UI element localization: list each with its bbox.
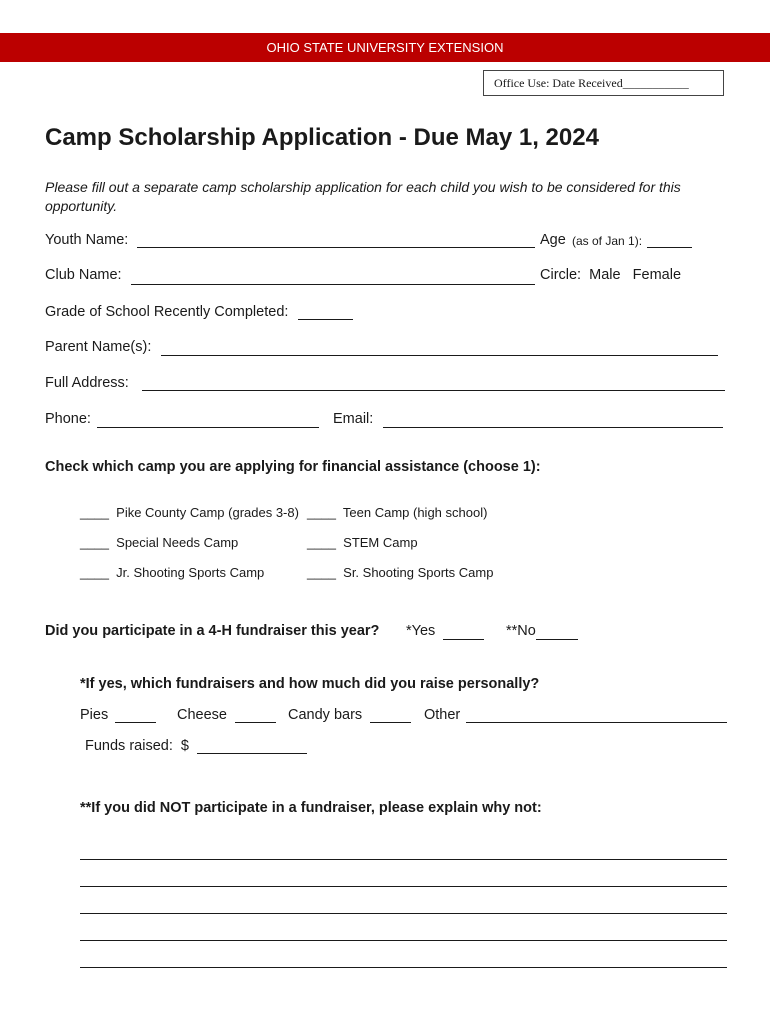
pies-label: Pies — [80, 707, 109, 723]
youth-name-field[interactable] — [137, 247, 535, 248]
email-label: Email: — [333, 411, 374, 427]
candy-bars-field[interactable] — [370, 722, 411, 723]
office-use-box — [483, 70, 724, 96]
club-name-label: Club Name: — [45, 267, 122, 283]
funds-raised-label: Funds raised: $ — [85, 738, 189, 754]
pies-field[interactable] — [115, 722, 156, 723]
phone-label: Phone: — [45, 411, 91, 427]
age-label: Age — [540, 232, 566, 248]
full-address-field[interactable] — [142, 390, 725, 391]
parent-names-label: Parent Name(s): — [45, 339, 152, 355]
camp-option-sr-shooting[interactable]: ____ Sr. Shooting Sports Camp — [307, 565, 494, 580]
grade-field[interactable] — [298, 319, 353, 320]
explanation-line-4[interactable] — [80, 940, 727, 941]
other-label: Other — [424, 707, 461, 723]
camp-option-jr-shooting[interactable]: ____ Jr. Shooting Sports Camp — [80, 565, 265, 580]
age-field[interactable] — [647, 247, 692, 248]
full-address-label: Full Address: — [45, 375, 129, 391]
intro-text: Please fill out a separate camp scholarship application for each child you wish to be considered for this opportunity. — [45, 179, 681, 214]
fundraiser-no-label: **No — [506, 623, 536, 639]
explanation-line-2[interactable] — [80, 886, 727, 887]
if-yes-heading: *If yes, which fundraisers and how much did you raise personally? — [80, 676, 540, 692]
explanation-line-3[interactable] — [80, 913, 727, 914]
extension-banner: OHIO STATE UNIVERSITY EXTENSION — [0, 33, 770, 62]
age-note: (as of Jan 1): — [572, 234, 643, 248]
camp-option-special-needs[interactable]: ____ Special Needs Camp — [80, 535, 239, 550]
explanation-line-5[interactable] — [80, 967, 727, 968]
camp-option-stem[interactable]: ____ STEM Camp — [307, 535, 418, 550]
other-field[interactable] — [466, 722, 727, 723]
office-use-label: Office Use: Date Received___________ — [494, 75, 689, 90]
camp-option-teen[interactable]: ____ Teen Camp (high school) — [307, 505, 488, 520]
fundraiser-no-field[interactable] — [536, 639, 578, 640]
fundraiser-yes-field[interactable] — [443, 639, 484, 640]
camp-option-pike-county[interactable]: ____ Pike County Camp (grades 3-8) — [80, 505, 299, 520]
fundraiser-question: Did you participate in a 4-H fundraiser this year? — [45, 623, 380, 639]
parent-names-field[interactable] — [161, 355, 718, 356]
club-name-field[interactable] — [131, 284, 535, 285]
if-not-heading: **If you did NOT participate in a fundraiser, please explain why not: — [80, 800, 542, 816]
youth-name-label: Youth Name: — [45, 232, 129, 248]
grade-label: Grade of School Recently Completed: — [45, 304, 289, 320]
camp-section-heading: Check which camp you are applying for financial assistance (choose 1): — [45, 459, 541, 475]
cheese-field[interactable] — [235, 722, 276, 723]
phone-field[interactable] — [97, 427, 319, 428]
cheese-label: Cheese — [177, 707, 227, 723]
funds-raised-field[interactable] — [197, 753, 307, 754]
explanation-line-1[interactable] — [80, 859, 727, 860]
page-title: Camp Scholarship Application - Due May 1, 2024 — [45, 124, 599, 151]
email-field[interactable] — [383, 427, 723, 428]
candy-bars-label: Candy bars — [288, 707, 363, 723]
fundraiser-yes-label: *Yes — [406, 623, 436, 639]
circle-gender-options[interactable]: Circle: Male Female — [540, 267, 682, 283]
